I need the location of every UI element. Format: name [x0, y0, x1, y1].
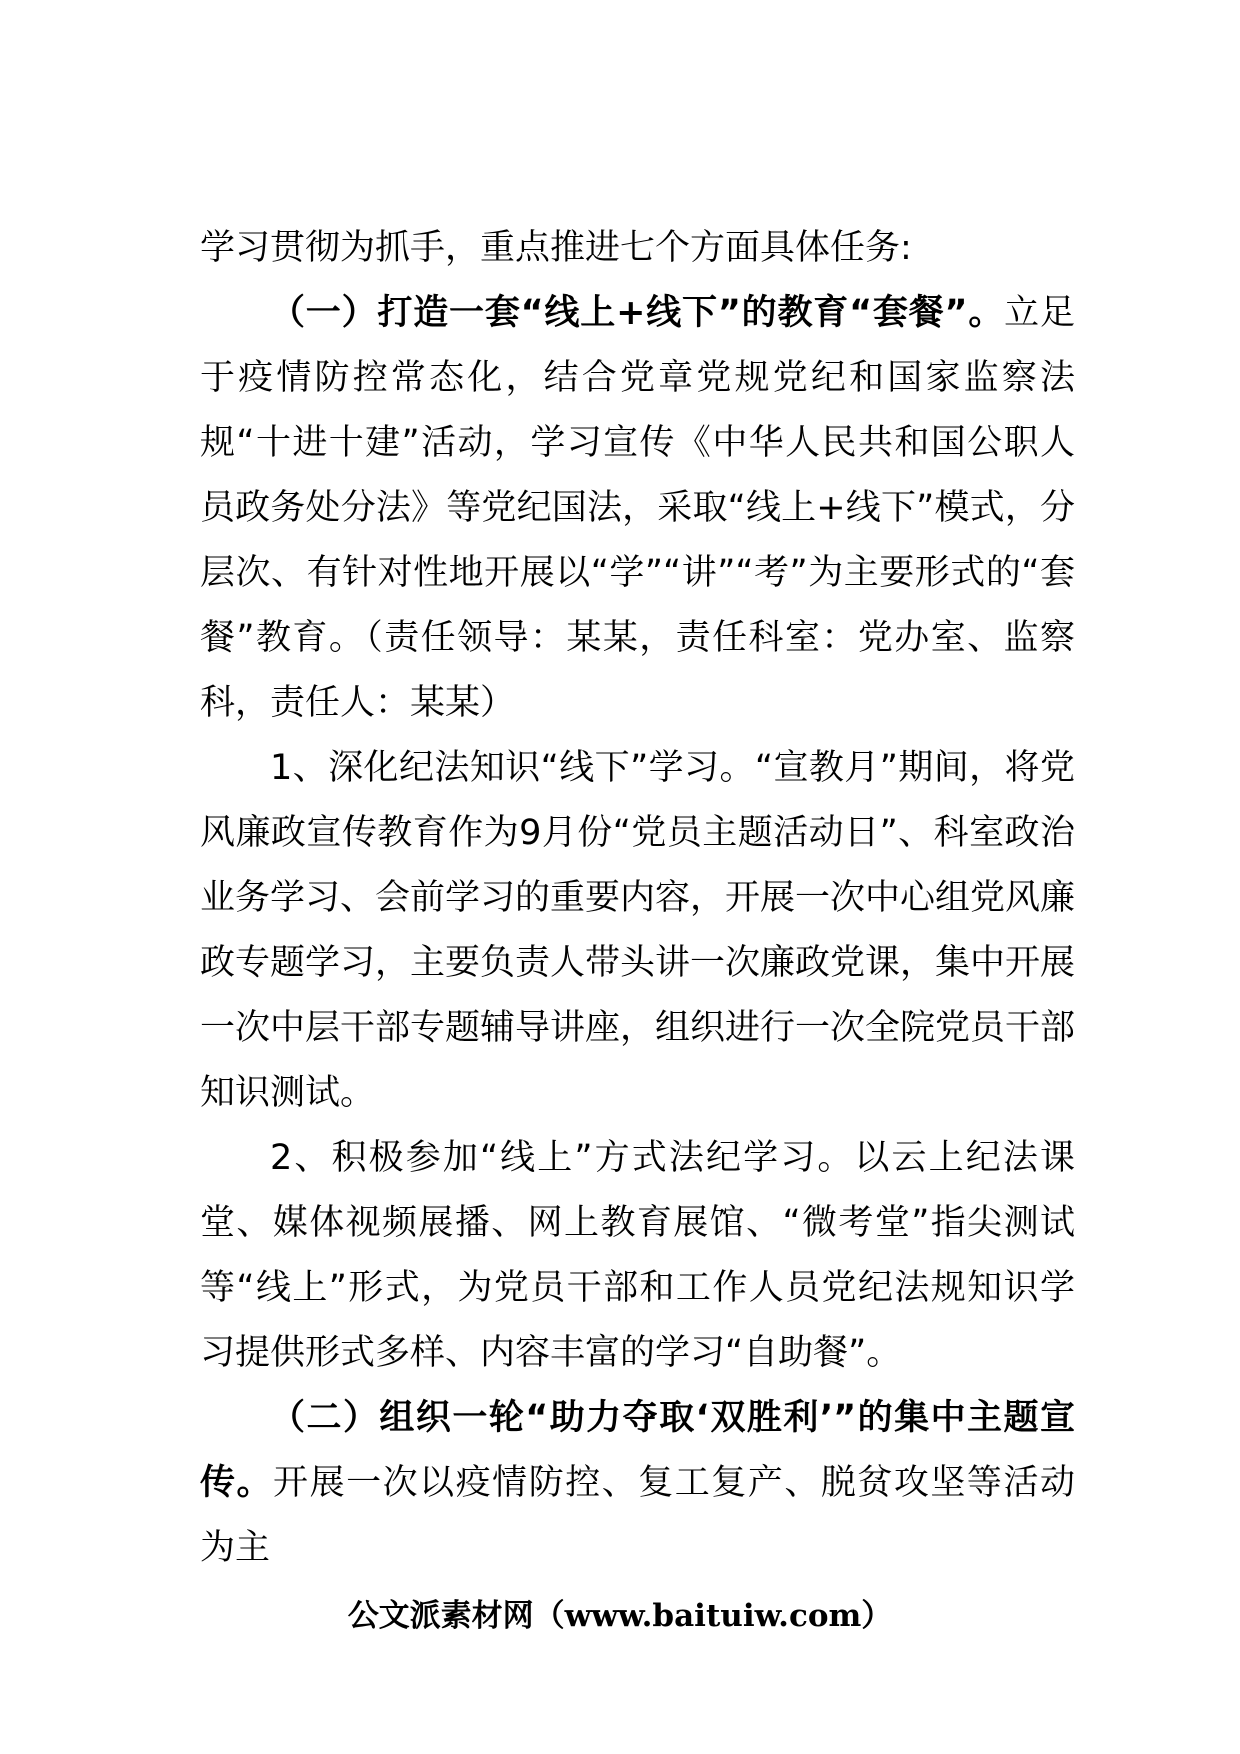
- paragraph-text: 1、深化纪法知识“线下”学习。“宣教月”期间，将党风廉政宣传教育作为9月份“党员主题活动日”、科室政治业务学习、会前学习的重要内容，开展一次中心组党风廉政专题学习，主要负责人带头讲一次廉政党课，集中开展一次中层干部专题辅导讲座，组织进行一次全院党员干部知识测试。: [200, 748, 1076, 1113]
- paragraph-text: 立足于疫情防控常态化，结合党章党规党纪和国家监察法规“十进十建”活动，学习宣传《中华人民共和国公职人员政务处分法》等党纪国法，采取“线上+线下”模式，分层次、有针对性地开展以“学”“讲”“考”为主要形式的“套餐”教育。（责任领导：某某，责任科室：党办室、监察科，责任人：某某）: [200, 293, 1075, 723]
- paragraph-section-1: [200, 281, 1075, 736]
- section-heading: （一）打造一套“线上+线下”的教育“套餐”。: [270, 293, 1005, 333]
- paragraph-section-2: [200, 1386, 1075, 1581]
- paragraph-item-1: [200, 736, 1075, 1126]
- page-footer: 公文派素材网（www.baituiw.com）: [347, 1598, 893, 1634]
- paragraph-intro: [200, 216, 1075, 281]
- section-heading: （二）组织一轮“助力夺取‘双胜利’”的集中主题宣传。: [200, 1398, 1075, 1503]
- document-body: [200, 216, 1075, 1581]
- paragraph-text: 开展一次以疫情防控、复工复产、脱贫攻坚等活动为主: [200, 1463, 1075, 1568]
- paragraph-item-2: [200, 1126, 1075, 1386]
- paragraph-text: 学习贯彻为抓手，重点推进七个方面具体任务:: [200, 228, 912, 268]
- paragraph-text: 2、积极参加“线上”方式法纪学习。以云上纪法课堂、媒体视频展播、网上教育展馆、“微考堂”指尖测试等“线上”形式，为党员干部和工作人员党纪法规知识学习提供形式多样、内容丰富的学习“自助餐”。: [200, 1138, 1075, 1373]
